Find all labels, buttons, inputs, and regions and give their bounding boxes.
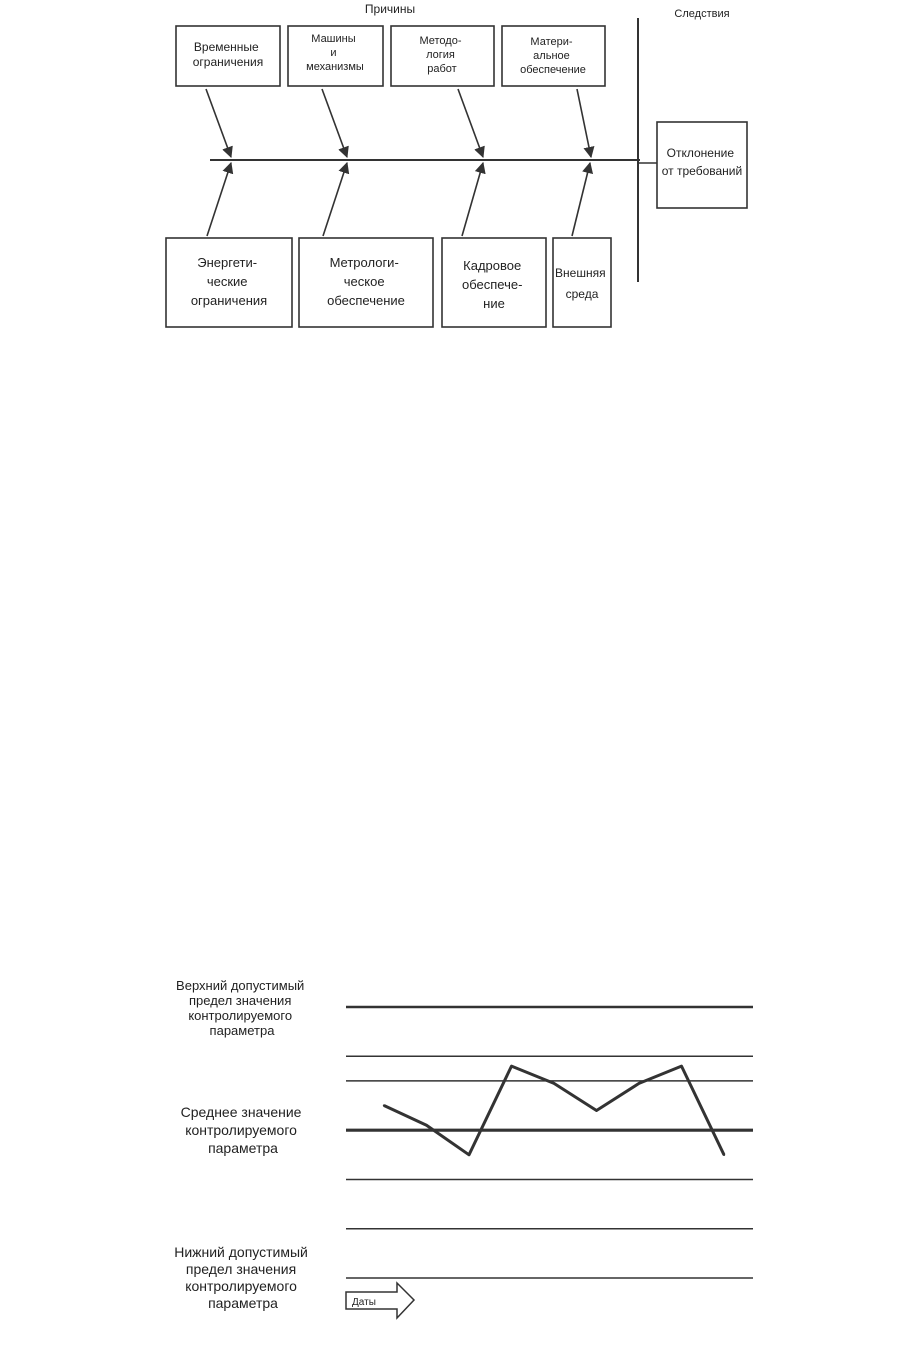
fishbone-diagram	[166, 2, 747, 327]
effect-label: Отклонение от требований	[661, 146, 743, 178]
data-point-2	[425, 1124, 427, 1126]
top-cause-3-label: Методо- логия работ	[419, 35, 462, 75]
control-chart	[174, 978, 753, 1318]
top-cause-2-label: Машины и механизмы	[306, 33, 364, 73]
upper-limit-label: Верхний допустимый предел значения контролируемого параметра	[176, 978, 305, 1038]
data-point-3	[468, 1154, 470, 1156]
bottom-cause-3-label: Кадровое обеспече- ние	[461, 258, 523, 311]
mean-label: Среднее значение контролируемого параметра	[180, 1104, 302, 1156]
bottom-branch-arrow-1	[207, 163, 231, 236]
bottom-cause-box-3	[442, 238, 546, 327]
top-cause-box-2	[288, 26, 383, 86]
bottom-branch-arrow-2	[323, 163, 347, 236]
top-branch-arrow-3	[458, 89, 483, 157]
data-point-9	[723, 1154, 725, 1156]
bottom-cause-box-4	[553, 238, 611, 327]
bottom-branch-arrow-3	[462, 163, 483, 236]
effect-box	[657, 122, 747, 208]
data-point-4	[510, 1065, 512, 1067]
top-branch-arrow-4	[577, 89, 591, 157]
causes-header: Причины	[364, 2, 416, 16]
effects-header: Следствия	[674, 8, 730, 20]
top-branch-arrow-2	[322, 89, 347, 157]
data-point-5	[553, 1082, 555, 1084]
dates-label: Даты	[352, 1297, 376, 1308]
data-point-7	[638, 1082, 640, 1084]
top-cause-box-4	[502, 26, 605, 86]
series-line-1	[384, 1066, 724, 1155]
bottom-cause-1-label: Энергети- ческие ограничения	[190, 255, 268, 308]
data-point-8	[680, 1065, 682, 1067]
bottom-cause-2-label: Метрологи- ческое обеспечение	[327, 255, 405, 308]
bottom-cause-4-label: Внешняя среда	[555, 266, 606, 301]
dates-arrow	[346, 1283, 414, 1318]
data-point-1	[383, 1104, 385, 1106]
top-cause-box-3	[391, 26, 494, 86]
top-cause-4-label: Матери- альное обеспечение	[520, 36, 586, 76]
reference-lines	[346, 1007, 753, 1278]
bottom-branch-arrow-4	[572, 163, 590, 236]
lower-limit-label: Нижний допустимый предел значения контролируемого параметра	[174, 1244, 308, 1311]
data-point-6	[595, 1109, 597, 1111]
top-cause-1-label: Временные ограничения	[192, 40, 264, 69]
series-group	[383, 1065, 725, 1156]
bottom-cause-box-1	[166, 238, 292, 327]
top-branch-arrow-1	[206, 89, 231, 157]
top-cause-box-1	[176, 26, 280, 86]
bottom-cause-box-2	[299, 238, 433, 327]
